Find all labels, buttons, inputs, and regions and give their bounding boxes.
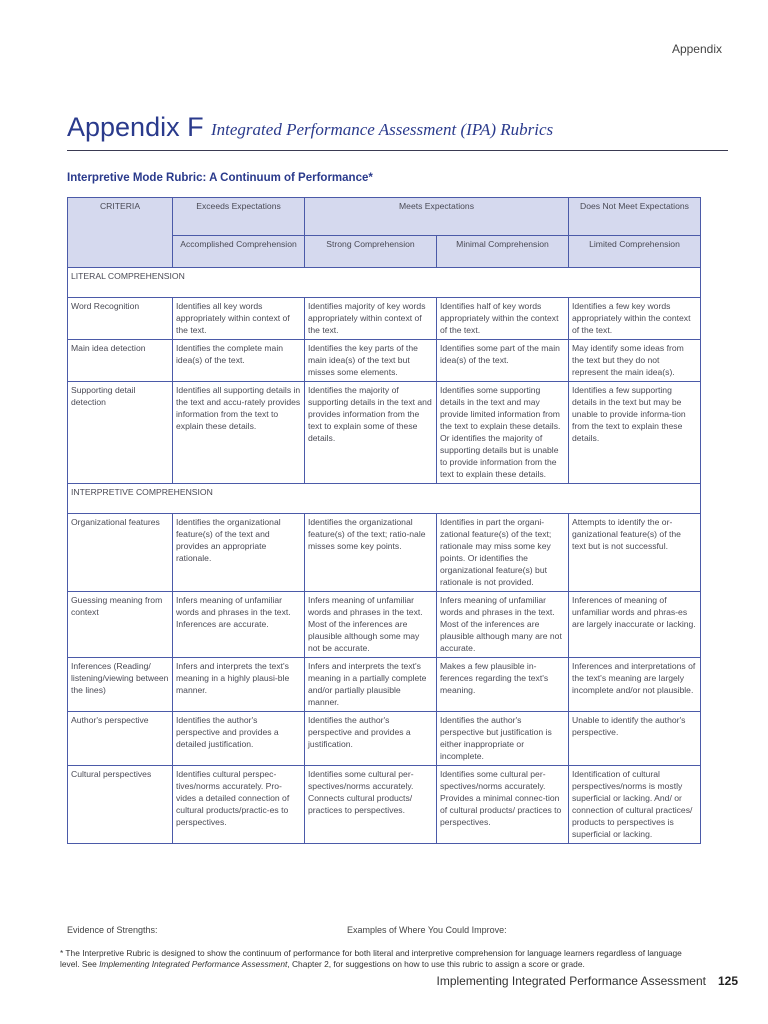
subheader-minimal: Minimal Comprehension (437, 236, 569, 268)
rubric-cell: Identifies some supporting details in the text and may provide limited information from the text to explain these details. Or identifies the majority of supporting details but is unable to provide information from the text to explain these details. (437, 382, 569, 484)
rubric-cell: Identifies majority of key words appropriately within context of the text. (305, 298, 437, 340)
rubric-cell: Infers meaning of unfamiliar words and phrases in the text. Most of the inferences are plausible although many are not accurate. (437, 592, 569, 658)
footnote-book-title: Implementing Integrated Performance Assessment (99, 959, 288, 969)
page-number: 125 (717, 974, 738, 988)
footnote-text-end: , Chapter 2, for suggestions on how to use this rubric to assign a score or grade. (287, 959, 585, 969)
rubric-cell: Identifies the author's perspective and provides a detailed justification. (173, 712, 305, 766)
rubric-cell: Identifies some cultural per-spectives/norms accurately. Provides a minimal connec-tion of cultural products/ practices to perspectives. (437, 766, 569, 844)
subheader-strong: Strong Comprehension (305, 236, 437, 268)
rubric-row (68, 340, 701, 382)
criterion-label: Guessing meaning from context (68, 592, 173, 658)
rubric-cell: Infers and interprets the text's meaning in a partially complete and/or partially plausible manner. (305, 658, 437, 712)
page-footer (437, 974, 739, 988)
rubric-table (67, 197, 701, 844)
criterion-label: Supporting detail detection (68, 382, 173, 484)
appendix-subtitle: Integrated Performance Assessment (IPA) Rubrics (211, 120, 554, 139)
rubric-cell: Unable to identify the author's perspective. (569, 712, 701, 766)
rubric-row (68, 712, 701, 766)
rubric-cell: Identifies in part the organi-zational feature(s) of the text; rationale may miss some key points. Or identifies the organizational feature(s) but rationale is not provided. (437, 514, 569, 592)
criterion-label: Word Recognition (68, 298, 173, 340)
running-header: Appendix (671, 42, 722, 56)
rubric-body (68, 268, 701, 844)
rubric-cell: Infers meaning of unfamiliar words and phrases in the text. Inferences are accurate. (173, 592, 305, 658)
title-row (67, 112, 728, 151)
criterion-label: Organizational features (68, 514, 173, 592)
footnote-text: * The Interpretive Rubric is designed to show the continuum of performance for both literal and interpretive comprehension for language learners regardless of language level. See (60, 948, 682, 969)
criteria-header: CRITERIA (68, 198, 173, 268)
rubric-row (68, 592, 701, 658)
does-not-meet-header: Does Not Meet Expectations (569, 198, 701, 236)
rubric-cell: Identifies all supporting details in the text and accu-rately provides information from the text to explain these details. (173, 382, 305, 484)
section-title: LITERAL COMPREHENSION (68, 268, 701, 298)
meets-header: Meets Expectations (305, 198, 569, 236)
subheader-accomplished: Accomplished Comprehension (173, 236, 305, 268)
rubric-cell: Identifies some cultural per-spectives/norms accurately. Connects cultural products/ practices to perspectives. (305, 766, 437, 844)
rubric-row (68, 382, 701, 484)
criterion-label: Main idea detection (68, 340, 173, 382)
rubric-heading: Interpretive Mode Rubric: A Continuum of Performance* (67, 172, 373, 184)
rubric-cell: Identifies the complete main idea(s) of the text. (173, 340, 305, 382)
rubric-cell: Identifies the organizational feature(s) of the text and provides an appropriate rationale. (173, 514, 305, 592)
exceeds-header: Exceeds Expectations (173, 198, 305, 236)
subheader-limited: Limited Comprehension (569, 236, 701, 268)
section-title: INTERPRETIVE COMPREHENSION (68, 484, 701, 514)
rubric-cell: Identifies half of key words appropriately within the context of the text. (437, 298, 569, 340)
rubric-cell: Identifies the key parts of the main idea(s) of the text but misses some elements. (305, 340, 437, 382)
rubric-cell: Attempts to identify the or-ganizational feature(s) of the text but is not successful. (569, 514, 701, 592)
rubric-cell: Inferences and interpretations of the text's meaning are largely incomplete and/or not plausible. (569, 658, 701, 712)
rubric-row (68, 298, 701, 340)
rubric-row (68, 514, 701, 592)
rubric-cell: Inferences of meaning of unfamiliar words and phras-es are largely inaccurate or lacking. (569, 592, 701, 658)
criterion-label: Author's perspective (68, 712, 173, 766)
footer-title: Implementing Integrated Performance Assessment (436, 974, 706, 988)
rubric-cell: Identifies cultural perspec-tives/norms accurately. Pro-vides a detailed connection of cultural products/practic-es to perspectives. (173, 766, 305, 844)
evidence-strengths: Evidence of Strengths: (67, 925, 158, 935)
rubric-cell: Identifies the author's perspective but justification is either inappropriate or incomplete. (437, 712, 569, 766)
rubric-row (68, 766, 701, 844)
section-row (68, 268, 701, 298)
rubric-cell: Identifies the author's perspective and provides a justification. (305, 712, 437, 766)
rubric-cell: Identifies a few supporting details in the text but may be unable to provide informa-tion from the text to explain these details. (569, 382, 701, 484)
rubric-cell: May identify some ideas from the text but they do not represent the main idea(s). (569, 340, 701, 382)
header-row (68, 198, 701, 236)
criterion-label: Cultural perspectives (68, 766, 173, 844)
rubric-cell: Infers and interprets the text's meaning in a highly plausi-ble manner. (173, 658, 305, 712)
rubric-cell: Identification of cultural perspectives/norms is mostly superficial or lacking. And/ or connection of cultural practices/ products to perspectives is superficial or lacking. (569, 766, 701, 844)
rubric-cell: Makes a few plausible in-ferences regarding the text's meaning. (437, 658, 569, 712)
appendix-title: Appendix F (67, 112, 204, 142)
rubric-cell: Identifies the majority of supporting details in the text and provides information from the text to explain some of these details. (305, 382, 437, 484)
rubric-row (68, 658, 701, 712)
rubric-cell: Identifies all key words appropriately within context of the text. (173, 298, 305, 340)
section-row (68, 484, 701, 514)
rubric-cell: Identifies the organizational feature(s) of the text; ratio-nale misses some key points. (305, 514, 437, 592)
evidence-improve: Examples of Where You Could Improve: (347, 925, 507, 935)
criterion-label: Inferences (Reading/ listening/viewing between the lines) (68, 658, 173, 712)
rubric-cell: Identifies some part of the main idea(s) of the text. (437, 340, 569, 382)
rubric-cell: Infers meaning of unfamiliar words and phrases in the text. Most of the inferences are plausible although some may not be accurate. (305, 592, 437, 658)
rubric-cell: Identifies a few key words appropriately within the context of the text. (569, 298, 701, 340)
footnote (60, 948, 700, 970)
